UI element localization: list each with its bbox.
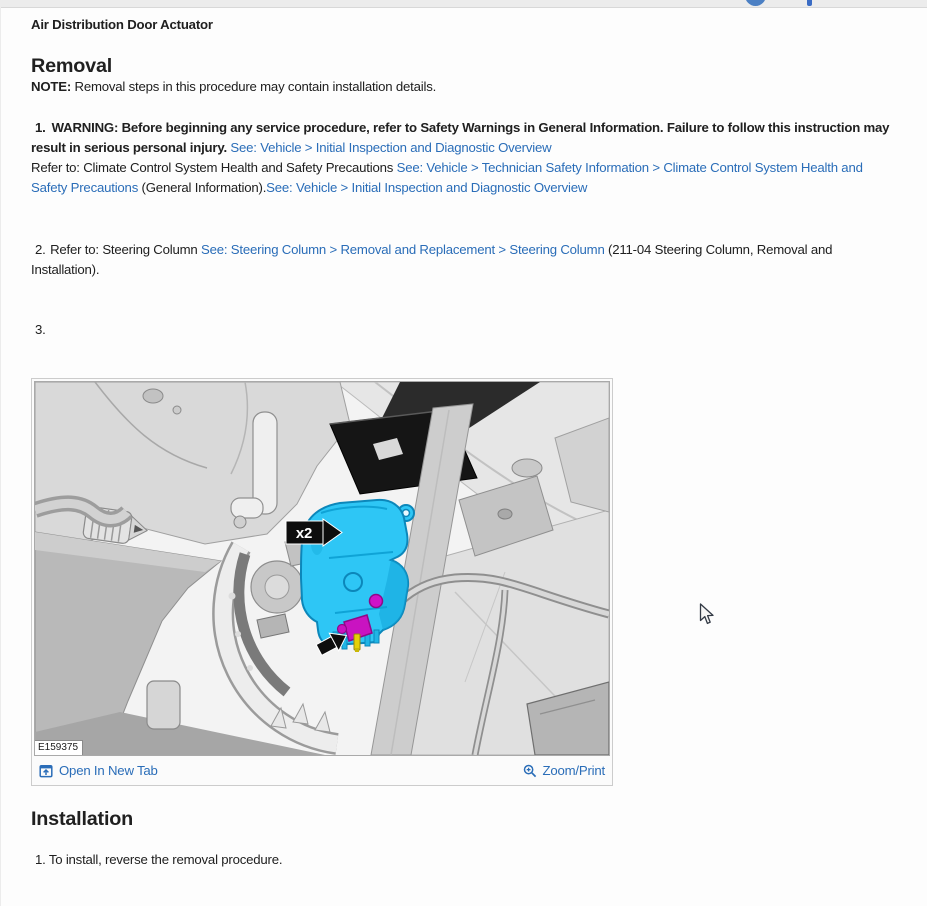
step-2-number: 2.: [35, 242, 46, 257]
profile-circle-icon[interactable]: [745, 0, 766, 6]
step-2-paragraph: [31, 240, 900, 280]
image-code-label: E159375: [35, 740, 83, 755]
open-in-new-tab-icon: [39, 764, 53, 778]
step-1-warning-text: WARNING: Before beginning any service procedure, refer to Safety Warnings in General Information. Failure to follow this instruction may result in serious personal injury.: [31, 120, 890, 155]
step-3-paragraph: [31, 320, 900, 340]
note-text: Removal steps in this procedure may contain installation details.: [74, 79, 437, 94]
zoom-print-link[interactable]: Zoom/Print: [523, 761, 606, 781]
step-1-link-diagnostic-overview[interactable]: See: Vehicle > Initial Inspection and Diagnostic Overview: [230, 140, 552, 155]
step-3-number: 3.: [35, 322, 46, 337]
installation-step-1: 1. To install, reverse the removal procedure.: [35, 852, 283, 867]
step-2-refer-text: Refer to: Steering Column: [50, 242, 202, 257]
step-1-link-diagnostic-overview-2[interactable]: See: Vehicle > Initial Inspection and Diagnostic Overview: [266, 180, 588, 195]
open-in-new-tab-link[interactable]: Open In New Tab: [39, 761, 158, 781]
page-title: Air Distribution Door Actuator: [31, 17, 213, 32]
figure-container: [31, 378, 613, 786]
toolbar-icon-partial[interactable]: [807, 0, 812, 6]
svg-text:x2: x2: [295, 525, 313, 542]
step-1-paragraph: [31, 118, 900, 198]
figure-illustration: [35, 382, 609, 755]
magnifier-plus-icon: [523, 764, 537, 778]
heading-installation: Installation: [31, 808, 134, 830]
step-1-refer-text: Refer to: Climate Control System Health and Safety Precautions: [31, 160, 397, 175]
step-2-link-steering-column[interactable]: See: Steering Column > Removal and Replacement > Steering Column: [201, 242, 605, 257]
procedure-document: [1, 8, 927, 870]
top-toolbar: [1, 0, 927, 8]
mouse-cursor: [699, 603, 715, 626]
pin-yellow: [354, 634, 360, 652]
heading-removal: Removal: [31, 55, 113, 77]
figure-image: [34, 381, 610, 756]
note-label: NOTE:: [31, 79, 72, 94]
step-1-general-info-text: (General Information).: [138, 180, 267, 195]
step-1-number: 1.: [35, 120, 46, 135]
note-paragraph: [31, 77, 900, 97]
step-2-post-text: (211-04 Steering Column, Removal and Installation).: [31, 242, 833, 277]
figure-link-bar: [34, 756, 610, 783]
step-1-link-safety-precautions[interactable]: See: Vehicle > Technician Safety Information > Climate Control System Health and Safety Precautions: [31, 160, 863, 195]
